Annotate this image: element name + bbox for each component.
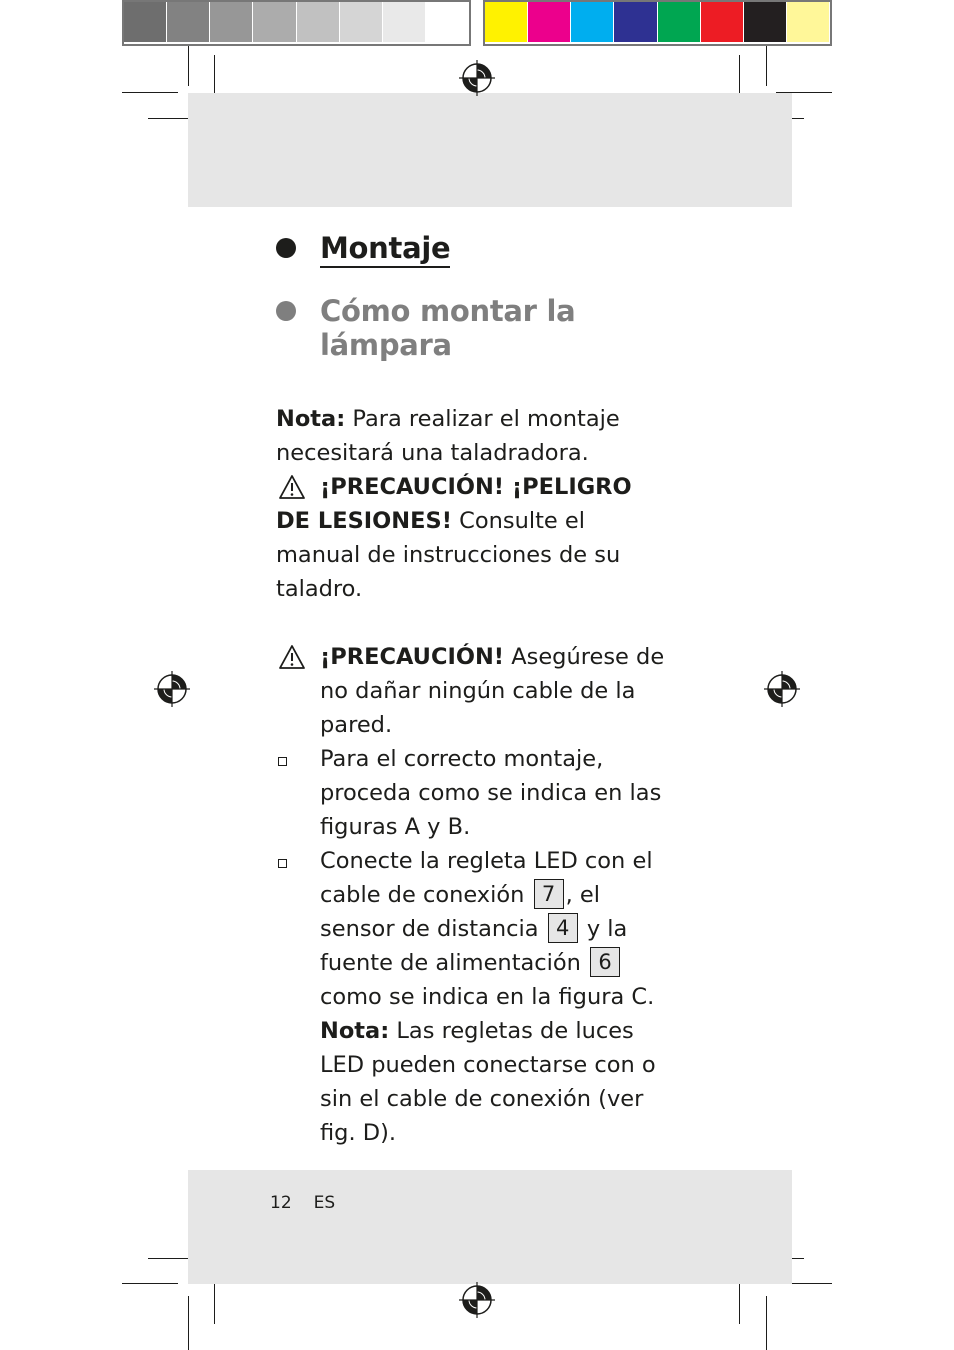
reference-number: 6 [590, 947, 620, 977]
warning-title: ¡PRECAUCIÓN! ¡PELIGRO [320, 474, 632, 500]
list-item-text: Para el correcto montaje, proceda como se indica en las figuras A y B. [320, 746, 662, 840]
section-heading [276, 226, 676, 272]
crop-mark [122, 92, 178, 93]
bullet-dot-icon [276, 301, 296, 321]
warning-triangle-icon [278, 644, 306, 670]
color-swatch [485, 2, 527, 42]
print-color-bar [122, 0, 832, 46]
list-item [276, 742, 676, 844]
warning-line [276, 470, 676, 504]
registration-target-icon [154, 671, 190, 707]
registration-target-icon [764, 671, 800, 707]
color-swatch [528, 2, 570, 42]
section-title: Montaje [320, 231, 450, 268]
gray-swatch [297, 2, 339, 42]
note-text: Las regletas de luces LED pueden conectarse con o sin el cable de conexión (ver fig. D). [320, 1018, 656, 1146]
warning-text: Asegúrese de no dañar ningún cable de la pared. [320, 644, 665, 738]
warning-block [276, 640, 676, 742]
header-panel [188, 93, 792, 207]
list-item [276, 844, 676, 1150]
color-swatch [744, 2, 786, 42]
crop-mark [739, 1278, 740, 1324]
page-footer [270, 1193, 335, 1213]
page-number: 12 [270, 1193, 292, 1213]
page-content [276, 226, 676, 1150]
color-swatch [787, 2, 829, 42]
warning-triangle-icon [278, 474, 306, 500]
registration-target-icon [459, 60, 495, 96]
color-swatch [614, 2, 656, 42]
note-label: Nota: [320, 1018, 390, 1044]
note-label: Nota: [276, 406, 346, 432]
reference-number: 7 [534, 879, 564, 909]
bullet-dot-icon [276, 238, 296, 258]
gray-swatch [253, 2, 295, 42]
warning-text: Consulte el manual de instrucciones de su taladro. [276, 508, 621, 602]
checkbox-bullet-icon [278, 859, 287, 868]
color-swatch [571, 2, 613, 42]
color-swatch [658, 2, 700, 42]
crop-mark [214, 1278, 215, 1324]
crop-mark [766, 1296, 767, 1350]
warning-paragraph [276, 504, 676, 606]
warning-title: ¡PRECAUCIÓN! [320, 644, 505, 670]
reference-number: 4 [548, 913, 578, 943]
color-swatch [701, 2, 743, 42]
checkbox-bullet-icon [278, 757, 287, 766]
footer-panel [188, 1170, 792, 1284]
warning-title-continued: DE LESIONES! [276, 508, 452, 534]
list-item-text: Conecte la regleta LED con el cable de conexión [320, 848, 653, 908]
registration-target-icon [459, 1282, 495, 1318]
gray-swatch [210, 2, 252, 42]
gray-swatch [383, 2, 425, 42]
subsection-heading [276, 294, 676, 362]
gray-swatch [426, 2, 468, 42]
crop-mark [122, 1283, 178, 1284]
language-code: ES [313, 1193, 336, 1213]
gray-swatch [340, 2, 382, 42]
subsection-title: Cómo montar la lámpara [320, 294, 576, 362]
note-paragraph [276, 402, 676, 470]
gray-swatch [167, 2, 209, 42]
list-item-text: , el sensor de distancia [320, 882, 600, 942]
note-text: Para realizar el montaje necesitará una taladradora. [276, 406, 620, 466]
crop-mark [766, 46, 767, 86]
list-item-text: como se indica en la figura C. [320, 984, 655, 1010]
crop-mark [188, 1296, 189, 1350]
gray-swatch [124, 2, 166, 42]
crop-mark [188, 46, 189, 86]
list-item-text: y la fuente de alimentación [320, 916, 628, 976]
